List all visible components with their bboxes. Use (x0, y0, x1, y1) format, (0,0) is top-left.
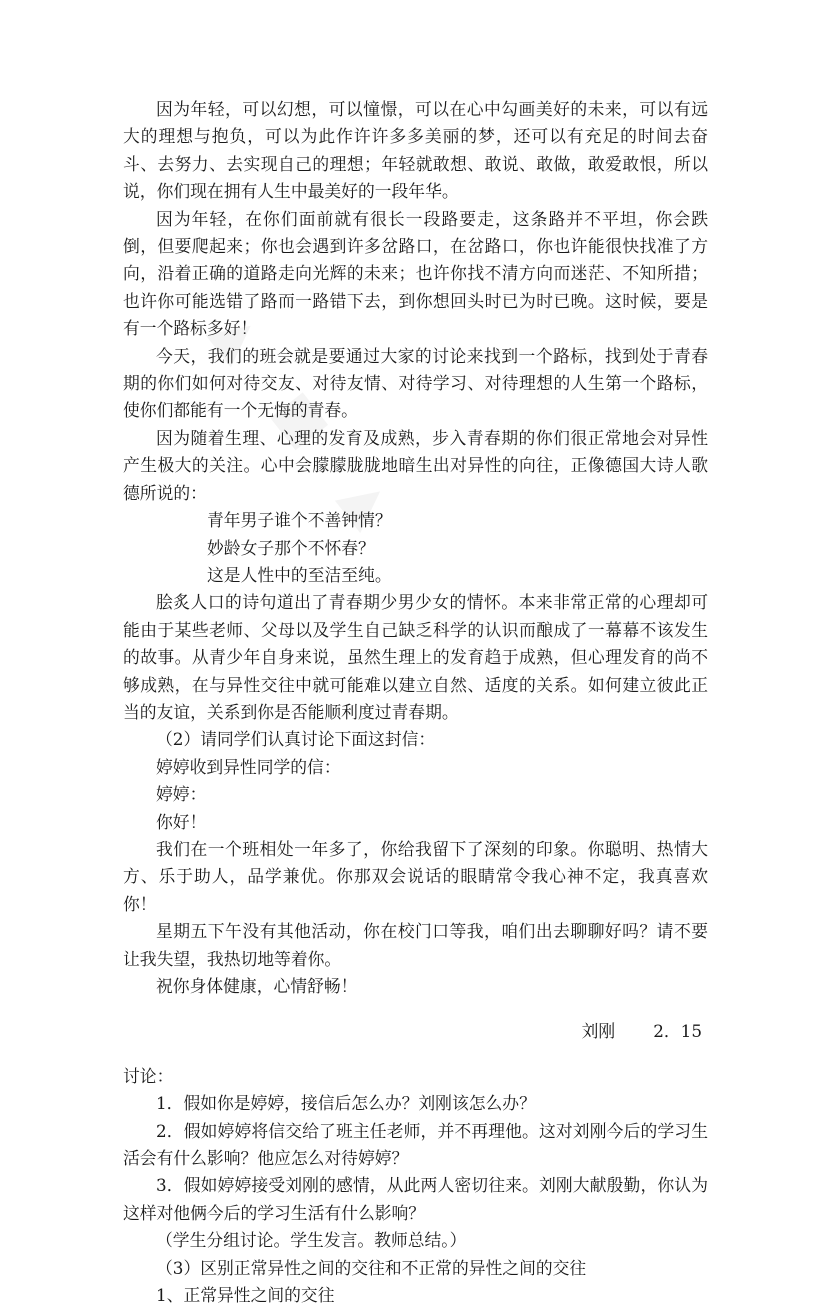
discussion-question: 3．假如婷婷接受刘刚的感情，从此两人密切往来。刘刚大献殷勤，你认为这样对他俩今后的学习生活有什么影响？ (123, 1175, 708, 1223)
paragraph: 脍炙人口的诗句道出了青春期少男少女的情怀。本来非常正常的心理却可能由于某些老师、父母以及学生自己缺乏科学的认识而酿成了一幕幕不该发生的故事。从青少年自身来说，虽然生理上的发育趋于成熟，但心理发育的尚不够成熟，在与异性交往中就可能难以建立自然、适度的关系。如何建立彼此正当的友谊，关系到你是否能顺利度过青春期。 (123, 592, 708, 722)
discussion-label: 讨论： (123, 1065, 174, 1086)
paragraph: 今天，我们的班会就是要通过大家的讨论来找到一个路标，找到处于青春期的你们如何对待交友、对待友情、对待学习、对待理想的人生第一个路标，使你们都能有一个无悔的青春。 (123, 345, 708, 421)
section-heading: （3）区别正常异性之间的交往和不正常的异性之间的交往 (156, 1257, 587, 1278)
letter-body: 星期五下午没有其他活动，你在校门口等我，咱们出去聊聊好吗？请不要让我失望，我热切地等着你。 (123, 921, 708, 969)
paragraph: 因为随着生理、心理的发育及成熟，步入青春期的你们很正常地会对异性产生极大的关注。心中会朦朦胧胧地暗生出对异性的向往，正像德国大诗人歌德所说的： (123, 427, 708, 503)
poem-line: 妙龄女子那个不怀春？ (207, 537, 375, 558)
paragraph: 因为年轻，在你们面前就有很长一段路要走，这条路并不平坦，你会跌倒，但要爬起来；你也会遇到许多岔路口，在岔路口，你也许能很快找准了方向，沿着正确的道路走向光辉的未来；也许你找不清方向而迷茫、不知所措；也许你可能选错了路而一路错下去，到你想回头时已为时已晚。这时候，要是有一个路标多好！ (123, 208, 708, 339)
letter-salutation: 婷婷： (156, 784, 207, 805)
discussion-question: 2．假如婷婷将信交给了班主任老师，并不再理他。这对刘刚今后的学习生活会有什么影响？他应怎么对待婷婷？ (123, 1120, 708, 1169)
discussion-question: 1．假如你是婷婷，接信后怎么办？刘刚该怎么办？ (156, 1093, 536, 1114)
subsection-heading: 1、正常异性之间的交往 (156, 1285, 335, 1306)
paragraph: （2）请同学们认真讨论下面这封信： (156, 729, 436, 750)
signature-name: 刘刚 (581, 1021, 616, 1042)
letter-intro: 婷婷收到异性同学的信： (156, 756, 341, 777)
letter-closing: 祝你身体健康，心情舒畅！ (156, 976, 358, 996)
document-page (123, 96, 708, 1309)
signature-date: 2．15 (653, 1021, 702, 1042)
letter-greeting: 你好！ (156, 811, 207, 832)
paragraph: （学生分组讨论。学生发言。教师总结。） (156, 1230, 467, 1251)
letter-signature (123, 1018, 708, 1045)
letter-body: 我们在一个班相处一年多了，你给我留下了深刻的印象。你聪明、热情大方、乐于助人，品学兼优。你那双会说话的眼睛常令我心神不定，我真喜欢你！ (123, 838, 708, 914)
paragraph: 因为年轻，可以幻想，可以憧憬，可以在心中勾画美好的未来，可以有远大的理想与抱负，可以为此作许许多多美丽的梦，还可以有充足的时间去奋斗、去努力、去实现自己的理想；年轻就敢想、敢说、敢做，敢爱敢恨，所以说，你们现在拥有人生中最美好的一段年华。 (123, 99, 708, 202)
poem-line: 这是人性中的至洁至纯。 (207, 564, 392, 585)
poem-line: 青年男子谁个不善钟情？ (207, 510, 392, 531)
